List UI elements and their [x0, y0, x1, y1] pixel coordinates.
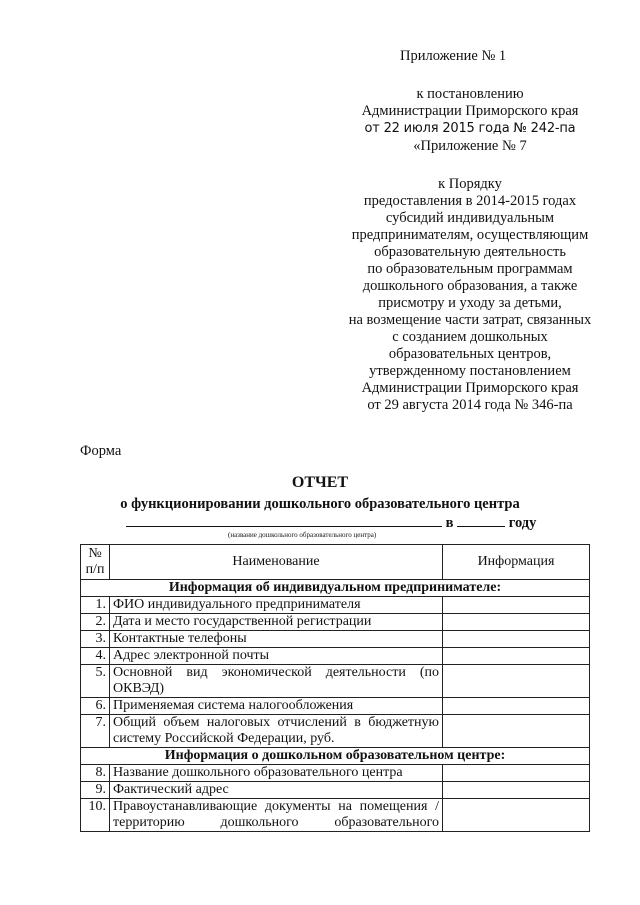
order-line: Администрации Приморского края	[361, 380, 579, 396]
table-header-row	[81, 545, 590, 580]
row-num: 5.	[81, 665, 110, 698]
row-info-cell[interactable]	[443, 782, 590, 799]
section-row	[81, 580, 590, 597]
row-num: 9.	[81, 782, 110, 799]
row-info-cell[interactable]	[443, 698, 590, 715]
section-row	[81, 748, 590, 765]
table-row	[81, 631, 590, 648]
order-line: образовательную деятельность	[374, 244, 566, 260]
order-line: субсидий индивидуальным	[385, 210, 555, 226]
decree-line: Администрации Приморского края	[361, 103, 579, 119]
in-word: в	[445, 515, 454, 531]
table-row	[81, 782, 590, 799]
row-name: Название дошкольного образовательного центра	[110, 765, 443, 782]
order-line: образовательных центров,	[388, 346, 552, 362]
row-info-cell[interactable]	[443, 765, 590, 782]
row-name: Адрес электронной почты	[110, 648, 443, 665]
table-row	[81, 597, 590, 614]
decree-reference	[320, 86, 620, 137]
decree-line: к постановлению	[416, 86, 524, 102]
form-label: Форма	[80, 443, 122, 459]
row-info-cell[interactable]	[443, 631, 590, 648]
row-num: 1.	[81, 597, 110, 614]
row-info-cell[interactable]	[443, 597, 590, 614]
row-name: Общий объем налоговых отчислений в бюджетную систему Российской Федерации, руб.	[110, 715, 443, 748]
center-name-caption: (название дошкольного образовательного центра)	[228, 531, 377, 539]
row-num: 8.	[81, 765, 110, 782]
row-name: Правоустанавливающие документы на помещения / территорию дошкольного образовательного	[110, 799, 443, 832]
order-line: дошкольного образования, а также	[362, 278, 578, 294]
year-blank[interactable]	[457, 512, 505, 527]
section-entrepreneur: Информация об индивидуальном предпринимателе:	[81, 580, 590, 597]
center-name-blank[interactable]	[126, 512, 442, 527]
report-subtitle: о функционировании дошкольного образовательного центра	[120, 496, 520, 512]
row-info-cell[interactable]	[443, 614, 590, 631]
row-name: Фактический адрес	[110, 782, 443, 799]
order-line: на возмещение части затрат, связанных	[348, 312, 592, 328]
annex-title: Приложение № 1	[400, 48, 507, 64]
report-name-line	[126, 512, 536, 532]
order-line: по образовательным программам	[367, 261, 573, 277]
row-name: Основной вид экономической деятельности (по ОКВЭД)	[110, 665, 443, 698]
header-info: Информация	[443, 545, 590, 580]
table-row	[81, 614, 590, 631]
order-line: предоставления в 2014-2015 годах	[363, 193, 577, 209]
report-title: ОТЧЕТ	[291, 474, 349, 491]
order-line: предпринимателям, осуществляющим	[351, 227, 589, 243]
table-row	[81, 665, 590, 698]
annex7-title: «Приложение № 7	[413, 138, 527, 154]
order-line: к Порядку	[438, 176, 502, 192]
row-num: 10.	[81, 799, 110, 832]
row-num: 6.	[81, 698, 110, 715]
row-num: 7.	[81, 715, 110, 748]
row-info-cell[interactable]	[443, 715, 590, 748]
year-word: году	[508, 515, 537, 531]
row-name: Применяемая система налогообложения	[110, 698, 443, 715]
row-name: Дата и место государственной регистрации	[110, 614, 443, 631]
row-name: Контактные телефоны	[110, 631, 443, 648]
report-table	[80, 544, 590, 832]
order-line: от 29 августа 2014 года № 346-па	[367, 397, 573, 413]
table-row	[81, 765, 590, 782]
order-line: с созданием дошкольных	[392, 329, 548, 345]
table-row	[81, 648, 590, 665]
row-num: 3.	[81, 631, 110, 648]
row-num: 4.	[81, 648, 110, 665]
table-row	[81, 799, 590, 832]
row-num: 2.	[81, 614, 110, 631]
table-row	[81, 698, 590, 715]
row-info-cell[interactable]	[443, 665, 590, 698]
decree-date-handwritten: от 22 июля 2015 года № 242-па	[364, 121, 576, 136]
order-line: присмотру и уходу за детьми,	[378, 295, 562, 311]
row-name: ФИО индивидуального предпринимателя	[110, 597, 443, 614]
header-num: № п/п	[81, 545, 110, 580]
header-name: Наименование	[110, 545, 443, 580]
order-reference	[320, 176, 620, 414]
order-line: утвержденному постановлением	[369, 363, 571, 379]
row-info-cell[interactable]	[443, 799, 590, 832]
table-row	[81, 715, 590, 748]
section-center: Информация о дошкольном образовательном центре:	[81, 748, 590, 765]
row-info-cell[interactable]	[443, 648, 590, 665]
